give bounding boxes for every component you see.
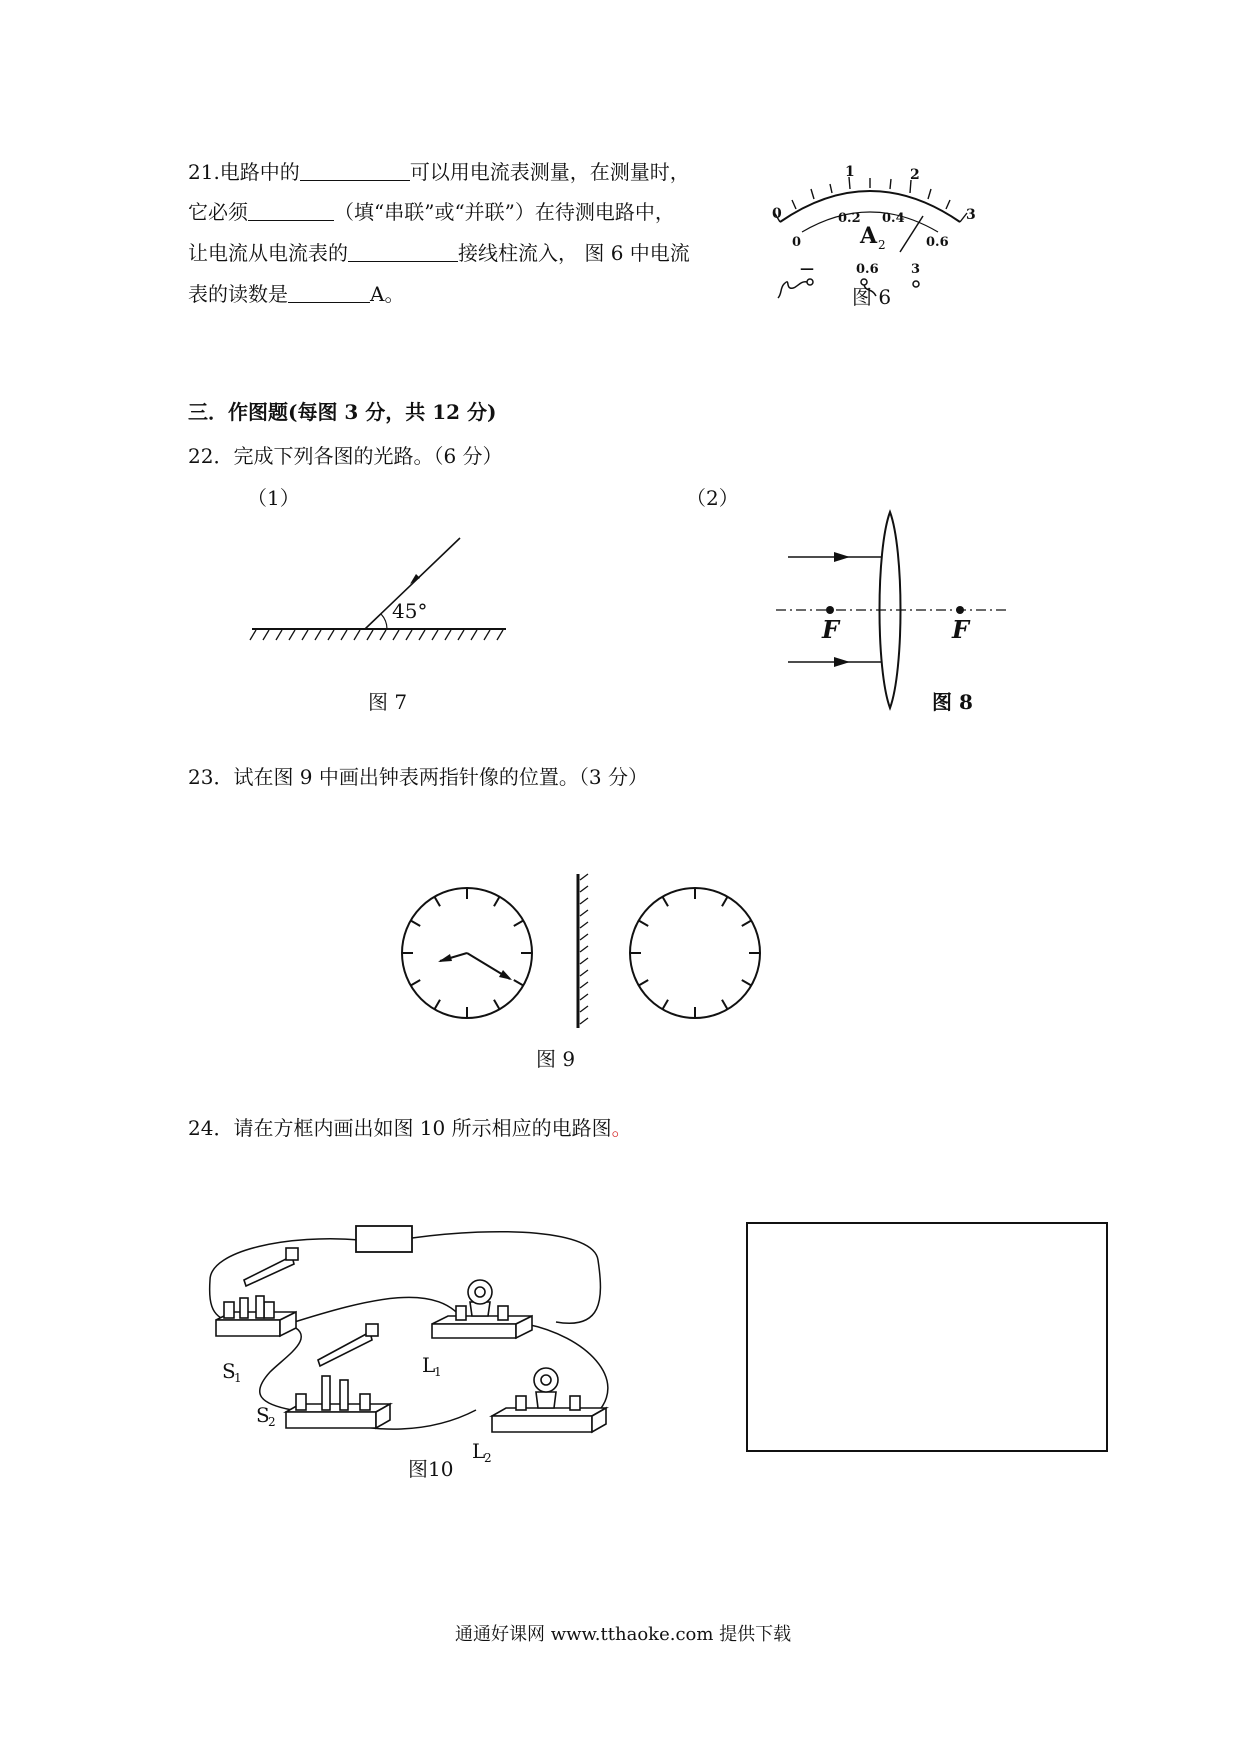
answer-blank-3[interactable] (348, 241, 458, 262)
q21-line-3 (188, 241, 690, 265)
scale-top-2: 2 (910, 167, 920, 183)
ray-arrow-bottom (834, 657, 850, 667)
figure-10-caption: 图10 (408, 1457, 454, 1481)
figure-6-caption: 图 6 (852, 285, 892, 309)
q24-text (188, 1116, 632, 1140)
q21-text: 接线柱流入， 图 6 中电流 (458, 241, 690, 265)
q21-text: （填“串联”或“并联”）在待测电路中， (334, 200, 675, 224)
q22-part-1: （1） (247, 486, 300, 510)
ammeter-terminals (778, 279, 919, 298)
q21-line-1 (188, 160, 690, 184)
terminal-0.6-label: 0.6 (856, 262, 879, 277)
q24-text-end: 。 (611, 1116, 632, 1140)
label-s2-sub: 2 (268, 1415, 276, 1429)
lens-figure (770, 510, 1010, 710)
q21-text: 让电流从电流表的 (188, 241, 348, 265)
bulb-l1 (432, 1280, 532, 1338)
scale-inner-3: 0.6 (926, 235, 949, 250)
scale-top-1: 1 (845, 164, 855, 180)
mirror-hatching (250, 630, 503, 640)
incident-arrow (410, 574, 420, 584)
circuit-figure (200, 1220, 640, 1480)
q21-line-2 (188, 200, 675, 224)
label-l1: L (422, 1353, 436, 1377)
answer-blank-2[interactable] (248, 200, 320, 221)
switch-s2 (286, 1324, 390, 1428)
focus-label-left: F (822, 615, 840, 644)
minute-hand-arrow (499, 970, 512, 980)
scale-top-0: 0 (772, 206, 782, 222)
terminal-3-label: 3 (911, 262, 921, 277)
q21-text: 表的读数是 (188, 282, 288, 306)
q24-text-main: 24．请在方框内画出如图 10 所示相应的电路图 (188, 1116, 612, 1140)
focus-point-right (956, 606, 964, 614)
q21-text: 21.电路中的 (188, 160, 300, 184)
figure-9-caption: 图 9 (536, 1047, 576, 1071)
ammeter-symbol: A (860, 223, 878, 249)
figure-8-caption: 图 8 (932, 690, 973, 714)
label-l2-sub: 2 (484, 1451, 492, 1465)
angle-label: 45° (392, 599, 428, 623)
switch-s1 (216, 1248, 298, 1336)
ray-arrow-top (834, 552, 850, 562)
clock-mirror-figure (400, 874, 800, 1044)
label-l1-sub: 1 (434, 1365, 442, 1379)
q22-text: 22．完成下列各图的光路。（6 分） (188, 444, 503, 468)
battery-box (356, 1226, 412, 1252)
q21-text: 可以用电流表测量，在测量时， (409, 160, 690, 184)
label-s2: S (256, 1403, 270, 1427)
answer-drawing-box[interactable] (746, 1222, 1108, 1452)
q21-text: A。 (370, 282, 405, 306)
clock-original (402, 888, 532, 1018)
label-s1: S (222, 1359, 236, 1383)
scale-top-3: 3 (966, 207, 976, 223)
reflection-figure (250, 532, 520, 642)
figure-7-caption: 图 7 (368, 690, 408, 714)
answer-blank-4[interactable] (288, 282, 370, 303)
plane-mirror (578, 874, 588, 1028)
section-3-title: 三．作图题(每图 3 分，共 12 分) (188, 400, 497, 424)
bulb-l2 (492, 1368, 606, 1432)
ammeter-figure (760, 160, 1000, 310)
q22-part-2: （2） (686, 486, 739, 510)
ammeter-subscript: 2 (878, 238, 886, 252)
answer-blank-1[interactable] (300, 160, 410, 181)
label-s1-sub: 1 (234, 1371, 242, 1385)
focus-point-left (826, 606, 834, 614)
angle-arc (381, 614, 387, 629)
q21-line-4 (188, 282, 404, 306)
label-l2: L (472, 1439, 486, 1463)
hour-hand-arrow (438, 954, 452, 962)
footer-text: 通通好课网 www.tthaoke.com 提供下载 (455, 1624, 792, 1645)
scale-inner-2: 0.4 (882, 211, 905, 226)
scale-inner-0: 0 (792, 235, 802, 250)
scale-inner-1: 0.2 (838, 211, 861, 226)
q23-text: 23．试在图 9 中画出钟表两指针像的位置。（3 分） (188, 765, 648, 789)
q21-text: 它必须 (188, 200, 248, 224)
clock-image (630, 888, 760, 1018)
terminal-negative-label: — (800, 261, 814, 277)
answer-blank-2b (320, 200, 334, 221)
focus-label-right: F (952, 615, 970, 644)
